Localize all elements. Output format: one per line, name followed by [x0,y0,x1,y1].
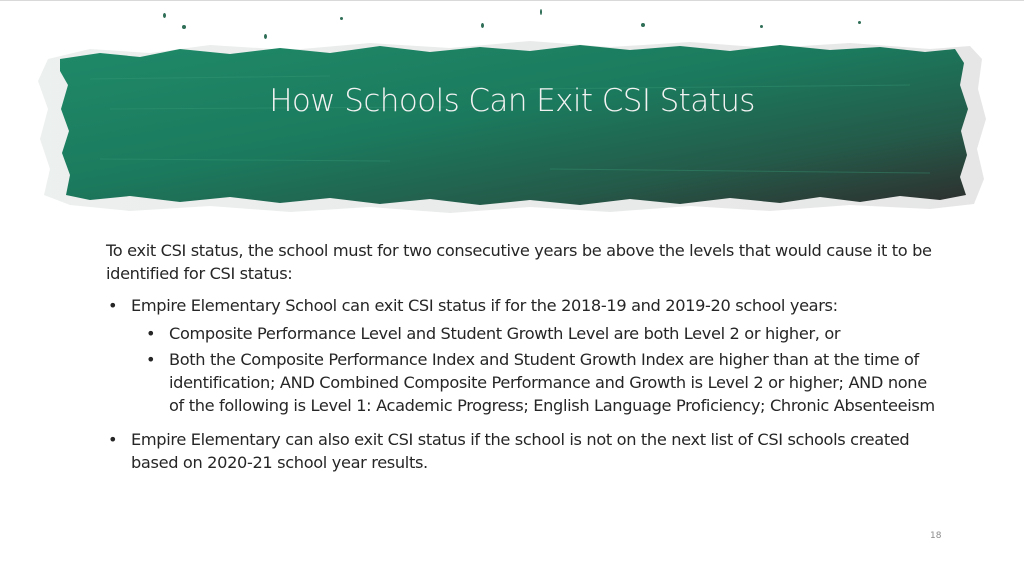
paint-speck [540,9,542,15]
paint-speck [163,13,166,18]
bullet-glyph: • [146,324,156,343]
spacer [106,420,936,428]
bullet-glyph: • [108,430,118,449]
bullet-item [106,428,936,474]
bullet-text: Empire Elementary can also exit CSI status if the school is not on the next list of CSI schools created based on 2020-21 school year results. [131,430,910,472]
slide-body [106,239,936,479]
bullet-text: Empire Elementary School can exit CSI status if for the 2018-19 and 2019-20 school years: [131,296,838,315]
intro-paragraph: To exit CSI status, the school must for two consecutive years be above the levels that would cause it to be identified for CSI status: [106,241,932,283]
page-number: 18 [930,531,942,541]
sub-bullet-item [106,322,936,345]
bullet-item [106,294,936,317]
slide-title: How Schools Can Exit CSI Status [269,83,755,119]
bullet-glyph: • [108,296,118,315]
bullet-glyph: • [146,350,156,369]
sub-bullet-text: Both the Composite Performance Index and Student Growth Index are higher than at the time of identification; AND Combined Composite Performance and Growth is Level 2 or higher; AND none of the following is Level 1: Academic Progress; English Language Proficiency; Chronic Absenteeism [169,350,935,415]
sub-bullet-text: Composite Performance Level and Student Growth Level are both Level 2 or higher, or [169,324,841,343]
sub-bullet-item [106,348,936,417]
